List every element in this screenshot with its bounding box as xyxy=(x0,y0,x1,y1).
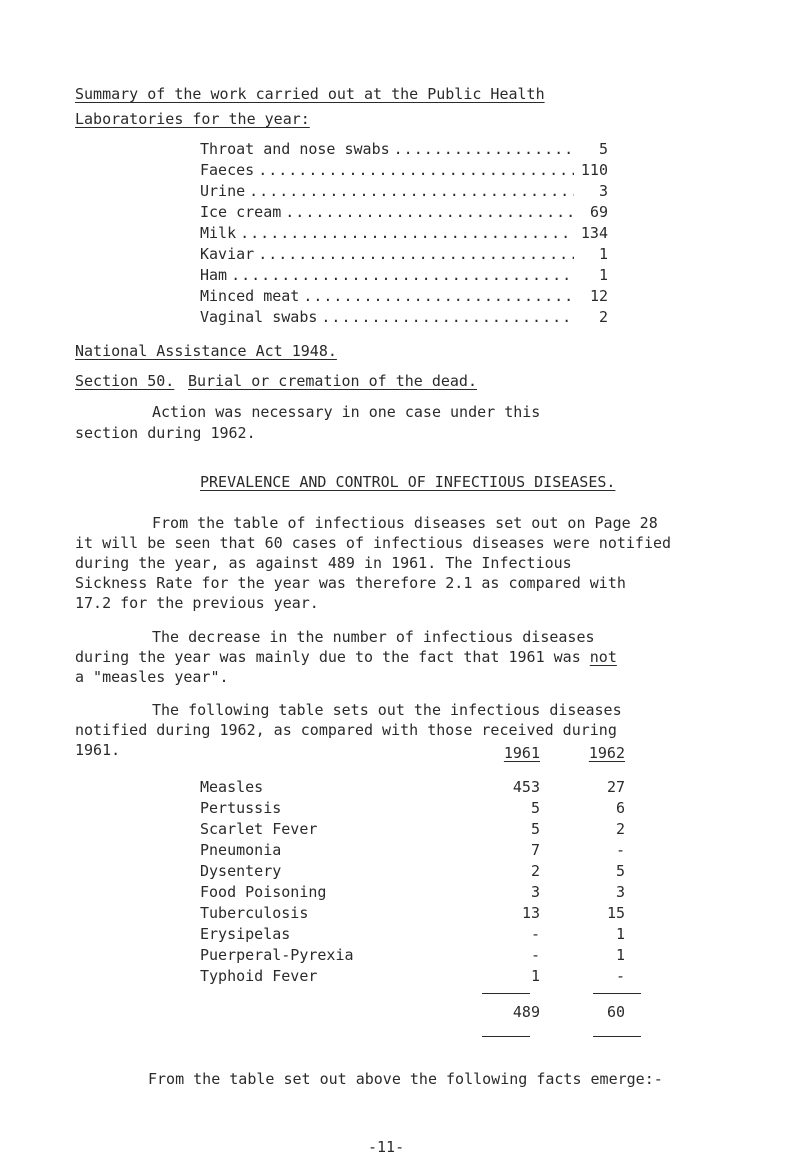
disease-name: Puerperal-Pyrexia xyxy=(200,946,354,964)
list-item xyxy=(200,308,608,328)
total-1962: 60 xyxy=(606,1003,625,1021)
lab-item-count: 1 xyxy=(598,266,608,284)
total-1961: 489 xyxy=(512,1003,540,1021)
lab-item-count: 134 xyxy=(580,224,608,242)
paragraph-line: Sickness Rate for the year was therefore 2.1 as compared with xyxy=(75,574,626,592)
list-item xyxy=(200,224,608,244)
cell-1961: 1 xyxy=(530,967,540,985)
paragraph-line: 17.2 for the previous year. xyxy=(75,594,319,612)
disease-name: Pertussis xyxy=(200,799,282,817)
lab-item-name: Minced meat xyxy=(200,287,300,305)
lab-item-name: Ham xyxy=(200,266,228,284)
list-item xyxy=(200,182,608,202)
lab-item-name: Vaginal swabs xyxy=(200,308,318,326)
cell-1962: - xyxy=(615,841,625,859)
cell-1962: 15 xyxy=(606,904,625,922)
assistance-act-heading: National Assistance Act 1948. xyxy=(75,342,337,360)
infectious-heading: PREVALENCE AND CONTROL OF INFECTIOUS DISEASES. xyxy=(200,473,616,491)
paragraph-line: a "measles year". xyxy=(75,668,229,686)
cell-1962: - xyxy=(615,967,625,985)
dot-leader xyxy=(394,140,574,158)
paragraph-line: From the table of infectious diseases set out on Page 28 xyxy=(152,514,658,532)
paragraph-text: during the year was mainly due to the fact that 1961 was xyxy=(75,648,590,666)
lab-item-count: 5 xyxy=(598,140,608,158)
total-rule-bottom-1962 xyxy=(593,1036,641,1037)
cell-1962: 1 xyxy=(615,925,625,943)
closing-line: From the table set out above the following facts emerge:- xyxy=(148,1070,663,1088)
paragraph-3 xyxy=(75,700,745,760)
lab-item-name: Milk xyxy=(200,224,237,242)
cell-1962: 5 xyxy=(615,862,625,880)
section-label: Section 50. xyxy=(75,372,175,390)
cell-1961: 453 xyxy=(512,778,540,796)
disease-name: Erysipelas xyxy=(200,925,291,943)
emphasis-not: not xyxy=(589,648,617,666)
paragraph-line: notified during 1962, as compared with those received during xyxy=(75,721,617,739)
cell-1961: 5 xyxy=(530,799,540,817)
lab-item-count: 3 xyxy=(598,182,608,200)
list-item xyxy=(200,140,608,160)
lab-summary-heading-line2: Laboratories for the year: xyxy=(75,110,310,128)
cell-1962: 2 xyxy=(615,820,625,838)
dot-leader xyxy=(240,224,574,242)
lab-item-count: 1 xyxy=(598,245,608,263)
disease-name: Dysentery xyxy=(200,862,282,880)
dot-leader xyxy=(303,287,574,305)
lab-item-count: 2 xyxy=(598,308,608,326)
disease-name: Measles xyxy=(200,778,264,796)
lab-item-count: 12 xyxy=(589,287,608,305)
lab-item-name: Ice cream xyxy=(200,203,282,221)
paragraph-line: The following table sets out the infectious diseases xyxy=(152,701,622,719)
disease-name: Typhoid Fever xyxy=(200,967,318,985)
list-item xyxy=(200,203,608,223)
column-header-1961: 1961 xyxy=(503,744,540,762)
cell-1962: 3 xyxy=(615,883,625,901)
column-header-1962: 1962 xyxy=(588,744,625,762)
paragraph-2 xyxy=(75,627,745,687)
dot-leader xyxy=(321,308,574,326)
lab-item-name: Kaviar xyxy=(200,245,255,263)
lab-summary-heading-line1: Summary of the work carried out at the Public Health xyxy=(75,85,545,103)
section-title: Burial or cremation of the dead. xyxy=(188,372,477,390)
disease-name: Tuberculosis xyxy=(200,904,309,922)
lab-item-name: Throat and nose swabs xyxy=(200,140,390,158)
paragraph-line: The decrease in the number of infectious diseases xyxy=(152,628,595,646)
cell-1961: 7 xyxy=(530,841,540,859)
cell-1962: 27 xyxy=(606,778,625,796)
paragraph-1 xyxy=(75,513,745,613)
dot-leader xyxy=(231,266,574,284)
cell-1961: - xyxy=(530,925,540,943)
cell-1961: 5 xyxy=(530,820,540,838)
disease-name: Pneumonia xyxy=(200,841,282,859)
cell-1961: 2 xyxy=(530,862,540,880)
cell-1961: - xyxy=(530,946,540,964)
total-rule-top-1961 xyxy=(482,993,530,994)
lab-item-count: 110 xyxy=(580,161,608,179)
disease-name: Scarlet Fever xyxy=(200,820,318,838)
list-item xyxy=(200,245,608,265)
cell-1962: 6 xyxy=(615,799,625,817)
assistance-text-line1: Action was necessary in one case under this xyxy=(152,403,541,421)
dot-leader xyxy=(258,161,574,179)
lab-item-count: 69 xyxy=(589,203,608,221)
list-item xyxy=(200,287,608,307)
paragraph-line: 1961. xyxy=(75,741,121,759)
total-rule-top-1962 xyxy=(593,993,641,994)
cell-1961: 13 xyxy=(521,904,540,922)
disease-name: Food Poisoning xyxy=(200,883,327,901)
paragraph-line: it will be seen that 60 cases of infectious diseases were notified xyxy=(75,534,672,552)
assistance-text-line2: section during 1962. xyxy=(75,424,256,442)
list-item xyxy=(200,266,608,286)
page-number: -11- xyxy=(368,1138,405,1156)
cell-1961: 3 xyxy=(530,883,540,901)
cell-1962: 1 xyxy=(615,946,625,964)
paragraph-line: during the year, as against 489 in 1961. The Infectious xyxy=(75,554,572,572)
paragraph-line xyxy=(75,647,745,667)
dot-leader xyxy=(258,245,574,263)
dot-leader xyxy=(285,203,574,221)
lab-item-name: Urine xyxy=(200,182,246,200)
total-rule-bottom-1961 xyxy=(482,1036,530,1037)
lab-item-name: Faeces xyxy=(200,161,255,179)
list-item xyxy=(200,161,608,181)
dot-leader xyxy=(249,182,574,200)
